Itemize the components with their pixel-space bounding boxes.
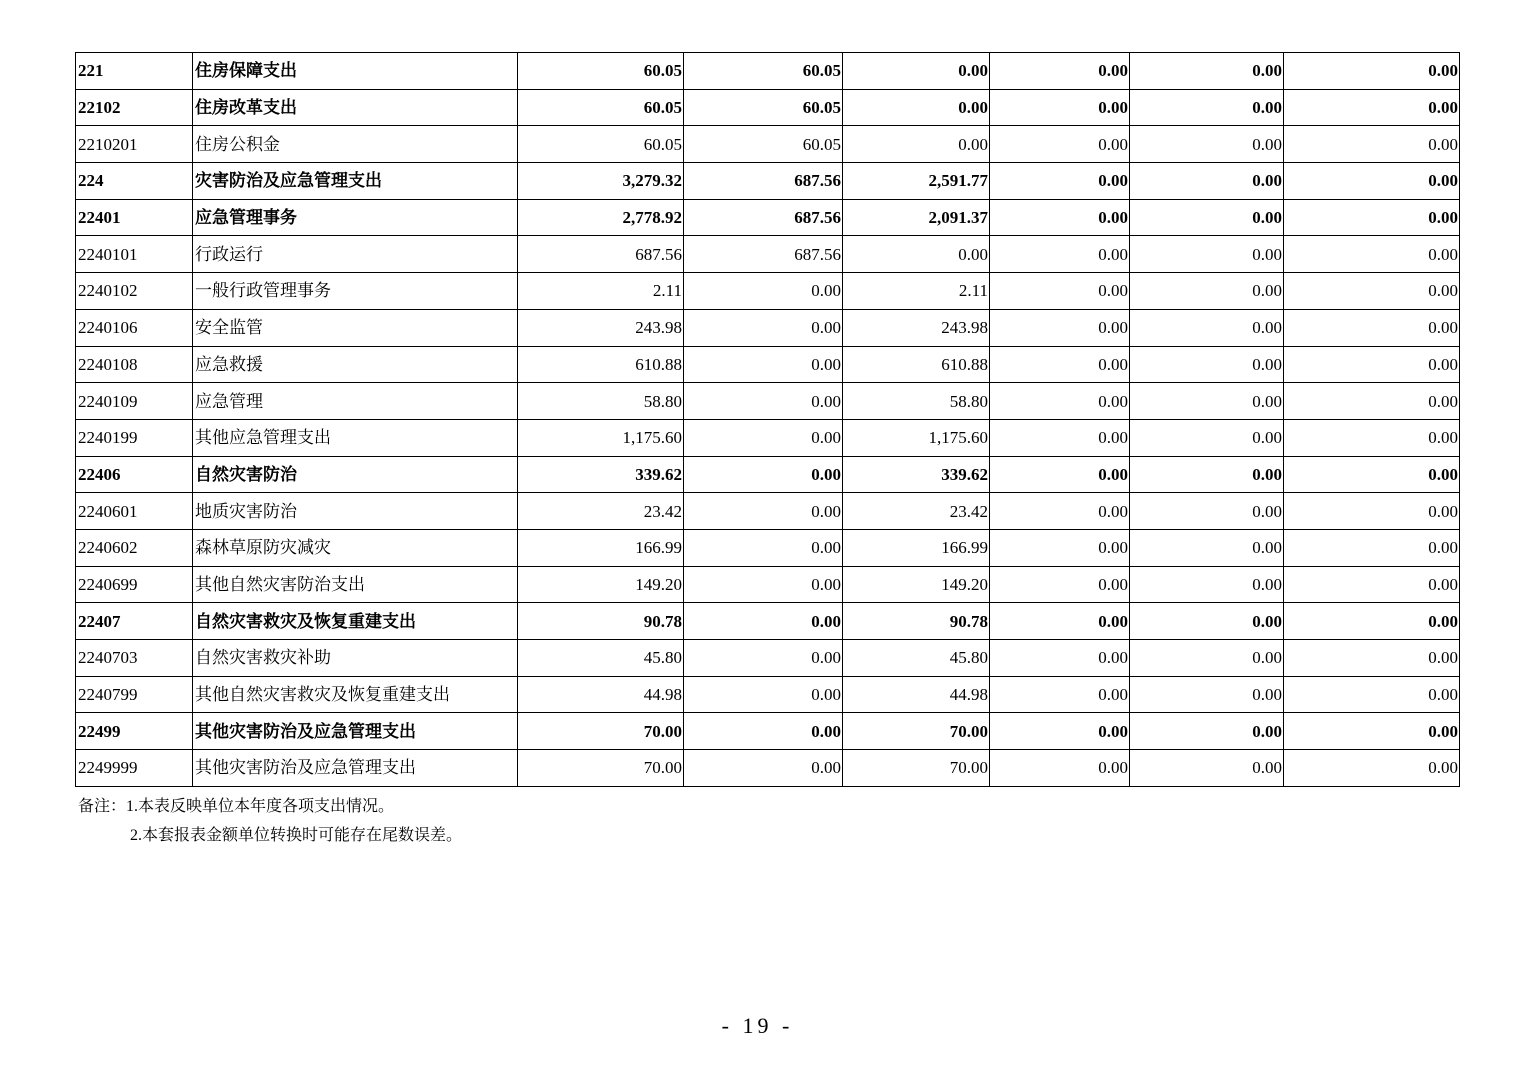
table-row (76, 89, 1460, 126)
amount-cell: 0.00 (1284, 750, 1460, 787)
amount-cell: 0.00 (990, 383, 1130, 420)
table-row (76, 346, 1460, 383)
amount-cell: 44.98 (843, 676, 990, 713)
table-row (76, 383, 1460, 420)
account-name-cell: 住房公积金 (193, 126, 518, 163)
amount-cell: 0.00 (1130, 346, 1284, 383)
amount-cell: 0.00 (1284, 236, 1460, 273)
amount-cell: 0.00 (684, 713, 843, 750)
amount-cell: 0.00 (1130, 566, 1284, 603)
amount-cell: 339.62 (518, 456, 684, 493)
table-row (76, 640, 1460, 677)
amount-cell: 0.00 (1284, 640, 1460, 677)
amount-cell: 0.00 (1130, 750, 1284, 787)
amount-cell: 2,778.92 (518, 199, 684, 236)
amount-cell: 0.00 (1284, 529, 1460, 566)
amount-cell: 0.00 (1130, 236, 1284, 273)
account-code-cell: 2249999 (76, 750, 193, 787)
amount-cell: 0.00 (1130, 126, 1284, 163)
amount-cell: 149.20 (518, 566, 684, 603)
amount-cell: 687.56 (518, 236, 684, 273)
account-name-cell: 安全监管 (193, 309, 518, 346)
amount-cell: 2.11 (518, 273, 684, 310)
table-row (76, 163, 1460, 200)
account-code-cell: 2240703 (76, 640, 193, 677)
amount-cell: 0.00 (990, 126, 1130, 163)
amount-cell: 60.05 (684, 53, 843, 90)
account-code-cell: 224 (76, 163, 193, 200)
amount-cell: 0.00 (1130, 383, 1284, 420)
account-code-cell: 2210201 (76, 126, 193, 163)
amount-cell: 0.00 (990, 53, 1130, 90)
table-row (76, 529, 1460, 566)
amount-cell: 0.00 (684, 529, 843, 566)
amount-cell: 0.00 (1284, 493, 1460, 530)
amount-cell: 0.00 (1130, 676, 1284, 713)
account-name-cell: 应急救援 (193, 346, 518, 383)
table-row (76, 309, 1460, 346)
table-row (76, 713, 1460, 750)
amount-cell: 0.00 (1130, 53, 1284, 90)
account-code-cell: 2240109 (76, 383, 193, 420)
amount-cell: 0.00 (684, 493, 843, 530)
amount-cell: 0.00 (990, 529, 1130, 566)
amount-cell: 0.00 (990, 273, 1130, 310)
amount-cell: 0.00 (990, 89, 1130, 126)
account-name-cell: 灾害防治及应急管理支出 (193, 163, 518, 200)
amount-cell: 2.11 (843, 273, 990, 310)
amount-cell: 0.00 (990, 419, 1130, 456)
amount-cell: 0.00 (1284, 89, 1460, 126)
account-name-cell: 行政运行 (193, 236, 518, 273)
amount-cell: 0.00 (990, 713, 1130, 750)
amount-cell: 0.00 (990, 750, 1130, 787)
notes (78, 792, 462, 850)
table-row (76, 419, 1460, 456)
account-name-cell: 其他自然灾害救灾及恢复重建支出 (193, 676, 518, 713)
amount-cell: 0.00 (1130, 309, 1284, 346)
amount-cell: 0.00 (1130, 640, 1284, 677)
amount-cell: 0.00 (1284, 126, 1460, 163)
account-name-cell: 一般行政管理事务 (193, 273, 518, 310)
amount-cell: 0.00 (1130, 529, 1284, 566)
amount-cell: 0.00 (990, 676, 1130, 713)
account-code-cell: 22499 (76, 713, 193, 750)
amount-cell: 58.80 (518, 383, 684, 420)
amount-cell: 0.00 (1284, 383, 1460, 420)
amount-cell: 45.80 (843, 640, 990, 677)
amount-cell: 0.00 (1130, 163, 1284, 200)
amount-cell: 166.99 (518, 529, 684, 566)
amount-cell: 0.00 (684, 273, 843, 310)
amount-cell: 610.88 (843, 346, 990, 383)
account-name-cell: 其他灾害防治及应急管理支出 (193, 713, 518, 750)
table-row (76, 566, 1460, 603)
account-name-cell: 自然灾害防治 (193, 456, 518, 493)
amount-cell: 0.00 (684, 750, 843, 787)
account-code-cell: 2240799 (76, 676, 193, 713)
amount-cell: 70.00 (843, 750, 990, 787)
amount-cell: 90.78 (843, 603, 990, 640)
amount-cell: 60.05 (518, 126, 684, 163)
amount-cell: 60.05 (518, 53, 684, 90)
account-name-cell: 其他自然灾害防治支出 (193, 566, 518, 603)
amount-cell: 0.00 (1130, 493, 1284, 530)
amount-cell: 0.00 (1130, 456, 1284, 493)
amount-cell: 0.00 (1284, 199, 1460, 236)
amount-cell: 0.00 (684, 383, 843, 420)
amount-cell: 687.56 (684, 236, 843, 273)
amount-cell: 0.00 (843, 126, 990, 163)
amount-cell: 0.00 (1284, 309, 1460, 346)
amount-cell: 610.88 (518, 346, 684, 383)
table-row (76, 456, 1460, 493)
table-row (76, 750, 1460, 787)
table-row (76, 126, 1460, 163)
amount-cell: 60.05 (684, 126, 843, 163)
amount-cell: 23.42 (843, 493, 990, 530)
amount-cell: 44.98 (518, 676, 684, 713)
page-number: - 19 - (721, 1013, 794, 1038)
amount-cell: 0.00 (1130, 273, 1284, 310)
amount-cell: 243.98 (518, 309, 684, 346)
account-code-cell: 2240699 (76, 566, 193, 603)
amount-cell: 0.00 (684, 309, 843, 346)
table-row (76, 53, 1460, 90)
account-code-cell: 2240602 (76, 529, 193, 566)
account-name-cell: 自然灾害救灾及恢复重建支出 (193, 603, 518, 640)
table-row (76, 603, 1460, 640)
amount-cell: 0.00 (990, 163, 1130, 200)
account-code-cell: 22406 (76, 456, 193, 493)
amount-cell: 339.62 (843, 456, 990, 493)
amount-cell: 2,091.37 (843, 199, 990, 236)
amount-cell: 0.00 (1284, 163, 1460, 200)
account-code-cell: 22401 (76, 199, 193, 236)
table-row (76, 273, 1460, 310)
account-code-cell: 2240102 (76, 273, 193, 310)
account-name-cell: 应急管理事务 (193, 199, 518, 236)
note-line-1: 备注：1.本表反映单位本年度各项支出情况。 (78, 798, 395, 815)
account-name-cell: 住房保障支出 (193, 53, 518, 90)
amount-cell: 0.00 (990, 566, 1130, 603)
amount-cell: 0.00 (1130, 603, 1284, 640)
account-name-cell: 自然灾害救灾补助 (193, 640, 518, 677)
account-code-cell: 2240199 (76, 419, 193, 456)
amount-cell: 149.20 (843, 566, 990, 603)
amount-cell: 0.00 (843, 236, 990, 273)
amount-cell: 0.00 (990, 493, 1130, 530)
amount-cell: 60.05 (518, 89, 684, 126)
amount-cell: 166.99 (843, 529, 990, 566)
amount-cell: 0.00 (1284, 346, 1460, 383)
amount-cell: 23.42 (518, 493, 684, 530)
amount-cell: 0.00 (990, 199, 1130, 236)
amount-cell: 58.80 (843, 383, 990, 420)
amount-cell: 0.00 (1130, 713, 1284, 750)
account-name-cell: 住房改革支出 (193, 89, 518, 126)
amount-cell: 0.00 (684, 566, 843, 603)
amount-cell: 0.00 (990, 346, 1130, 383)
amount-cell: 0.00 (1130, 199, 1284, 236)
table-row (76, 493, 1460, 530)
table-body (76, 53, 1460, 787)
account-code-cell: 221 (76, 53, 193, 90)
amount-cell: 0.00 (1130, 419, 1284, 456)
amount-cell: 0.00 (990, 236, 1130, 273)
amount-cell: 90.78 (518, 603, 684, 640)
amount-cell: 0.00 (990, 456, 1130, 493)
expenditure-table (75, 52, 1460, 787)
account-name-cell: 其他应急管理支出 (193, 419, 518, 456)
amount-cell: 70.00 (518, 713, 684, 750)
amount-cell: 0.00 (1284, 603, 1460, 640)
amount-cell: 0.00 (990, 603, 1130, 640)
account-code-cell: 2240601 (76, 493, 193, 530)
table-row (76, 236, 1460, 273)
amount-cell: 45.80 (518, 640, 684, 677)
amount-cell: 0.00 (684, 640, 843, 677)
amount-cell: 70.00 (518, 750, 684, 787)
amount-cell: 0.00 (684, 456, 843, 493)
amount-cell: 1,175.60 (843, 419, 990, 456)
account-name-cell: 应急管理 (193, 383, 518, 420)
amount-cell: 687.56 (684, 199, 843, 236)
account-code-cell: 2240108 (76, 346, 193, 383)
amount-cell: 60.05 (684, 89, 843, 126)
amount-cell: 1,175.60 (518, 419, 684, 456)
amount-cell: 3,279.32 (518, 163, 684, 200)
table-row (76, 676, 1460, 713)
account-name-cell: 其他灾害防治及应急管理支出 (193, 750, 518, 787)
note-line-2: 2.本套报表金额单位转换时可能存在尾数误差。 (130, 827, 463, 844)
amount-cell: 0.00 (1284, 273, 1460, 310)
amount-cell: 70.00 (843, 713, 990, 750)
amount-cell: 0.00 (1284, 566, 1460, 603)
amount-cell: 0.00 (1284, 419, 1460, 456)
amount-cell: 687.56 (684, 163, 843, 200)
account-name-cell: 地质灾害防治 (193, 493, 518, 530)
account-code-cell: 22102 (76, 89, 193, 126)
account-code-cell: 2240106 (76, 309, 193, 346)
account-code-cell: 22407 (76, 603, 193, 640)
amount-cell: 2,591.77 (843, 163, 990, 200)
amount-cell: 0.00 (1284, 713, 1460, 750)
amount-cell: 0.00 (684, 419, 843, 456)
amount-cell: 0.00 (1284, 676, 1460, 713)
amount-cell: 0.00 (684, 346, 843, 383)
amount-cell: 0.00 (684, 603, 843, 640)
amount-cell: 0.00 (990, 309, 1130, 346)
amount-cell: 0.00 (1284, 53, 1460, 90)
table-row (76, 199, 1460, 236)
amount-cell: 243.98 (843, 309, 990, 346)
amount-cell: 0.00 (990, 640, 1130, 677)
amount-cell: 0.00 (684, 676, 843, 713)
amount-cell: 0.00 (843, 53, 990, 90)
amount-cell: 0.00 (1130, 89, 1284, 126)
account-code-cell: 2240101 (76, 236, 193, 273)
amount-cell: 0.00 (1284, 456, 1460, 493)
amount-cell: 0.00 (843, 89, 990, 126)
account-name-cell: 森林草原防灾减灾 (193, 529, 518, 566)
